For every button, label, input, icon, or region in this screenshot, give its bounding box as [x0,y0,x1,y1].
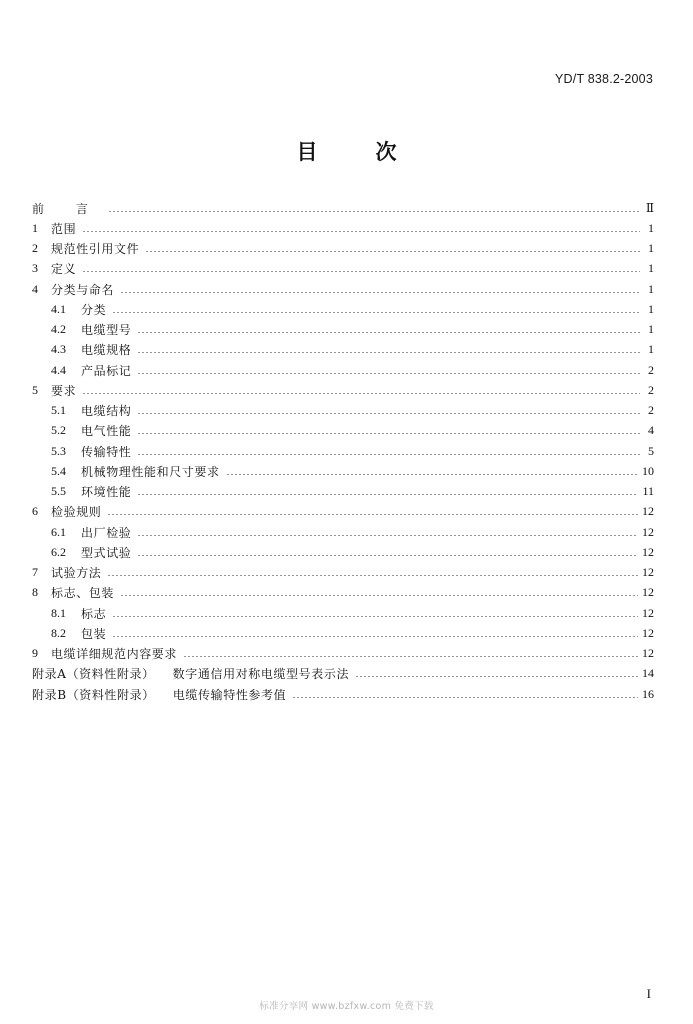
toc-entry-page: 14 [642,666,654,681]
toc-entry-page: 12 [642,565,654,580]
toc-entry-title: 电气性能 [81,424,132,439]
toc-heading-part-1: 目 [296,140,318,164]
toc-leader-dots [107,575,638,576]
toc-entry-page: 1 [648,261,654,276]
toc-leader-dots [137,555,638,556]
toc-entry-page: 12 [642,504,654,519]
toc-leader-dots [355,676,638,677]
toc-entry-title: 型式试验 [81,545,132,560]
appendix-label: 附录B（资料性附录） [32,687,155,702]
toc-entry-3[interactable] [32,259,654,279]
table-of-contents [32,198,654,704]
toc-entry-5-3[interactable] [32,441,654,461]
toc-entry-page: 1 [648,241,654,256]
toc-entry-page: 1 [648,281,654,296]
toc-leader-dots [137,494,638,495]
toc-leader-dots [137,413,640,414]
toc-entry-title: 规范性引用文件 [51,242,140,257]
toc-entry-title: 传输特性 [81,444,132,459]
toc-entry-number: 5 [32,382,38,397]
toc-entry-number: 4 [32,281,38,296]
toc-entry-5-5[interactable] [32,482,654,502]
toc-entry-4[interactable] [32,279,654,299]
toc-entry-6-1[interactable] [32,522,654,542]
toc-entry-page: 12 [642,524,654,539]
toc-entry-page: 12 [642,544,654,559]
toc-entry-appendix-a[interactable] [32,664,654,684]
toc-entry-title: 电缆规格 [81,343,132,358]
toc-leader-dots [112,636,638,637]
toc-entry-number: 7 [32,565,38,580]
toc-leader-dots [137,352,640,353]
toc-leader-dots [145,251,640,252]
toc-entry-4-3[interactable] [32,340,654,360]
toc-entry-number: 3 [32,261,38,276]
toc-entry-number: 9 [32,646,38,661]
toc-entry-page: 12 [642,625,654,640]
toc-entry-title: 标志 [81,606,107,621]
toc-entry-page: 5 [648,443,654,458]
toc-leader-dots [137,433,640,434]
toc-entry-number: 4.2 [51,322,66,337]
toc-leader-dots [226,474,638,475]
toc-leader-dots [108,211,640,212]
toc-entry-number: 8.1 [51,605,66,620]
toc-entry-number: 4.4 [51,362,66,377]
toc-entry-page: 11 [642,484,654,499]
toc-entry-title: 要求 [51,383,77,398]
toc-leader-dots [120,292,640,293]
toc-entry-6[interactable] [32,502,654,522]
toc-leader-dots [137,535,638,536]
toc-leader-dots [137,332,640,333]
appendix-label: 附录A（资料性附录） [32,667,155,682]
toc-leader-dots [82,231,640,232]
toc-entry-title: 出厂检验 [81,525,132,540]
toc-entry-title: 数字通信用对称电缆型号表示法 [172,667,350,682]
toc-entry-title: 包装 [81,626,107,641]
toc-heading-part-2: 次 [375,140,397,164]
toc-entry-page: 12 [642,585,654,600]
toc-entry-number: 5.3 [51,443,66,458]
toc-entry-5-2[interactable] [32,421,654,441]
toc-heading [0,136,693,166]
toc-leader-dots [183,656,638,657]
toc-entry-title: 分类与命名 [51,282,115,297]
toc-entry-title: 检验规则 [51,505,102,520]
toc-entry-number: 4.3 [51,342,66,357]
toc-leader-dots [137,373,640,374]
toc-entry-title: 电缆结构 [81,404,132,419]
toc-entry-page: 12 [642,646,654,661]
toc-entry-page: 1 [648,322,654,337]
toc-entry-number: 1 [32,220,38,235]
toc-entry-appendix-b[interactable] [32,684,654,704]
toc-entry-page: 4 [648,423,654,438]
toc-entry-number: 6 [32,504,38,519]
toc-entry-page: 2 [648,403,654,418]
toc-leader-dots [112,312,640,313]
toc-leader-dots [112,616,638,617]
toc-entry-title: 环境性能 [81,485,132,500]
toc-entry-4-4[interactable] [32,360,654,380]
toc-entry-number: 6.2 [51,544,66,559]
toc-entry-4-1[interactable] [32,299,654,319]
toc-entry-5-4[interactable] [32,461,654,481]
toc-entry-page: 12 [642,605,654,620]
toc-entry-page: 10 [642,463,654,478]
toc-entry-page: 16 [642,686,654,701]
toc-entry-page: 1 [648,342,654,357]
toc-entry-5-1[interactable] [32,401,654,421]
toc-entry-title: 机械物理性能和尺寸要求 [81,464,220,479]
toc-entry-page: 2 [648,362,654,377]
toc-entry-title: 范围 [51,221,77,236]
toc-entry-number: 8.2 [51,625,66,640]
toc-leader-dots [82,271,640,272]
toc-entry-number: 8 [32,585,38,600]
toc-entry-title: 产品标记 [81,363,132,378]
toc-entry-title: 电缆型号 [81,323,132,338]
toc-entry-title: 分类 [81,302,107,317]
toc-entry-title: 标志、包装 [51,586,115,601]
toc-entry-1[interactable] [32,218,654,238]
watermark-text: 标准分享网 www.bzfxw.com 免费下载 [259,1001,434,1012]
toc-entry-number: 5.2 [51,423,66,438]
toc-entry-foreword[interactable] [32,198,654,218]
toc-entry-6-2[interactable] [32,542,654,562]
toc-entry-number: 6.1 [51,524,66,539]
toc-entry-9[interactable] [32,644,654,664]
toc-entry-page: 1 [648,301,654,316]
toc-entry-2[interactable] [32,239,654,259]
page-number: I [646,986,651,1001]
toc-entry-page: Ⅱ [645,200,654,215]
toc-entry-title: 前 言 [32,201,102,216]
toc-entry-title: 电缆传输特性参考值 [172,687,287,702]
toc-entry-8-2[interactable] [32,623,654,643]
toc-entry-4-2[interactable] [32,320,654,340]
toc-entry-number: 5.4 [51,463,66,478]
toc-leader-dots [137,454,640,455]
toc-entry-title: 电缆详细规范内容要求 [51,647,178,662]
toc-leader-dots [120,595,638,596]
document-id: YD/T 838.2-2003 [555,72,653,86]
toc-entry-7[interactable] [32,563,654,583]
toc-leader-dots [292,697,638,698]
toc-leader-dots [107,514,638,515]
toc-entry-page: 1 [648,220,654,235]
toc-entry-number: 5.1 [51,403,66,418]
toc-entry-page: 2 [648,382,654,397]
toc-entry-title: 定义 [51,262,77,277]
toc-entry-8[interactable] [32,583,654,603]
toc-entry-number: 2 [32,241,38,256]
toc-leader-dots [82,393,640,394]
toc-entry-8-1[interactable] [32,603,654,623]
toc-entry-title: 试验方法 [51,566,102,581]
toc-entry-number: 4.1 [51,301,66,316]
toc-entry-number: 5.5 [51,484,66,499]
toc-entry-5[interactable] [32,380,654,400]
